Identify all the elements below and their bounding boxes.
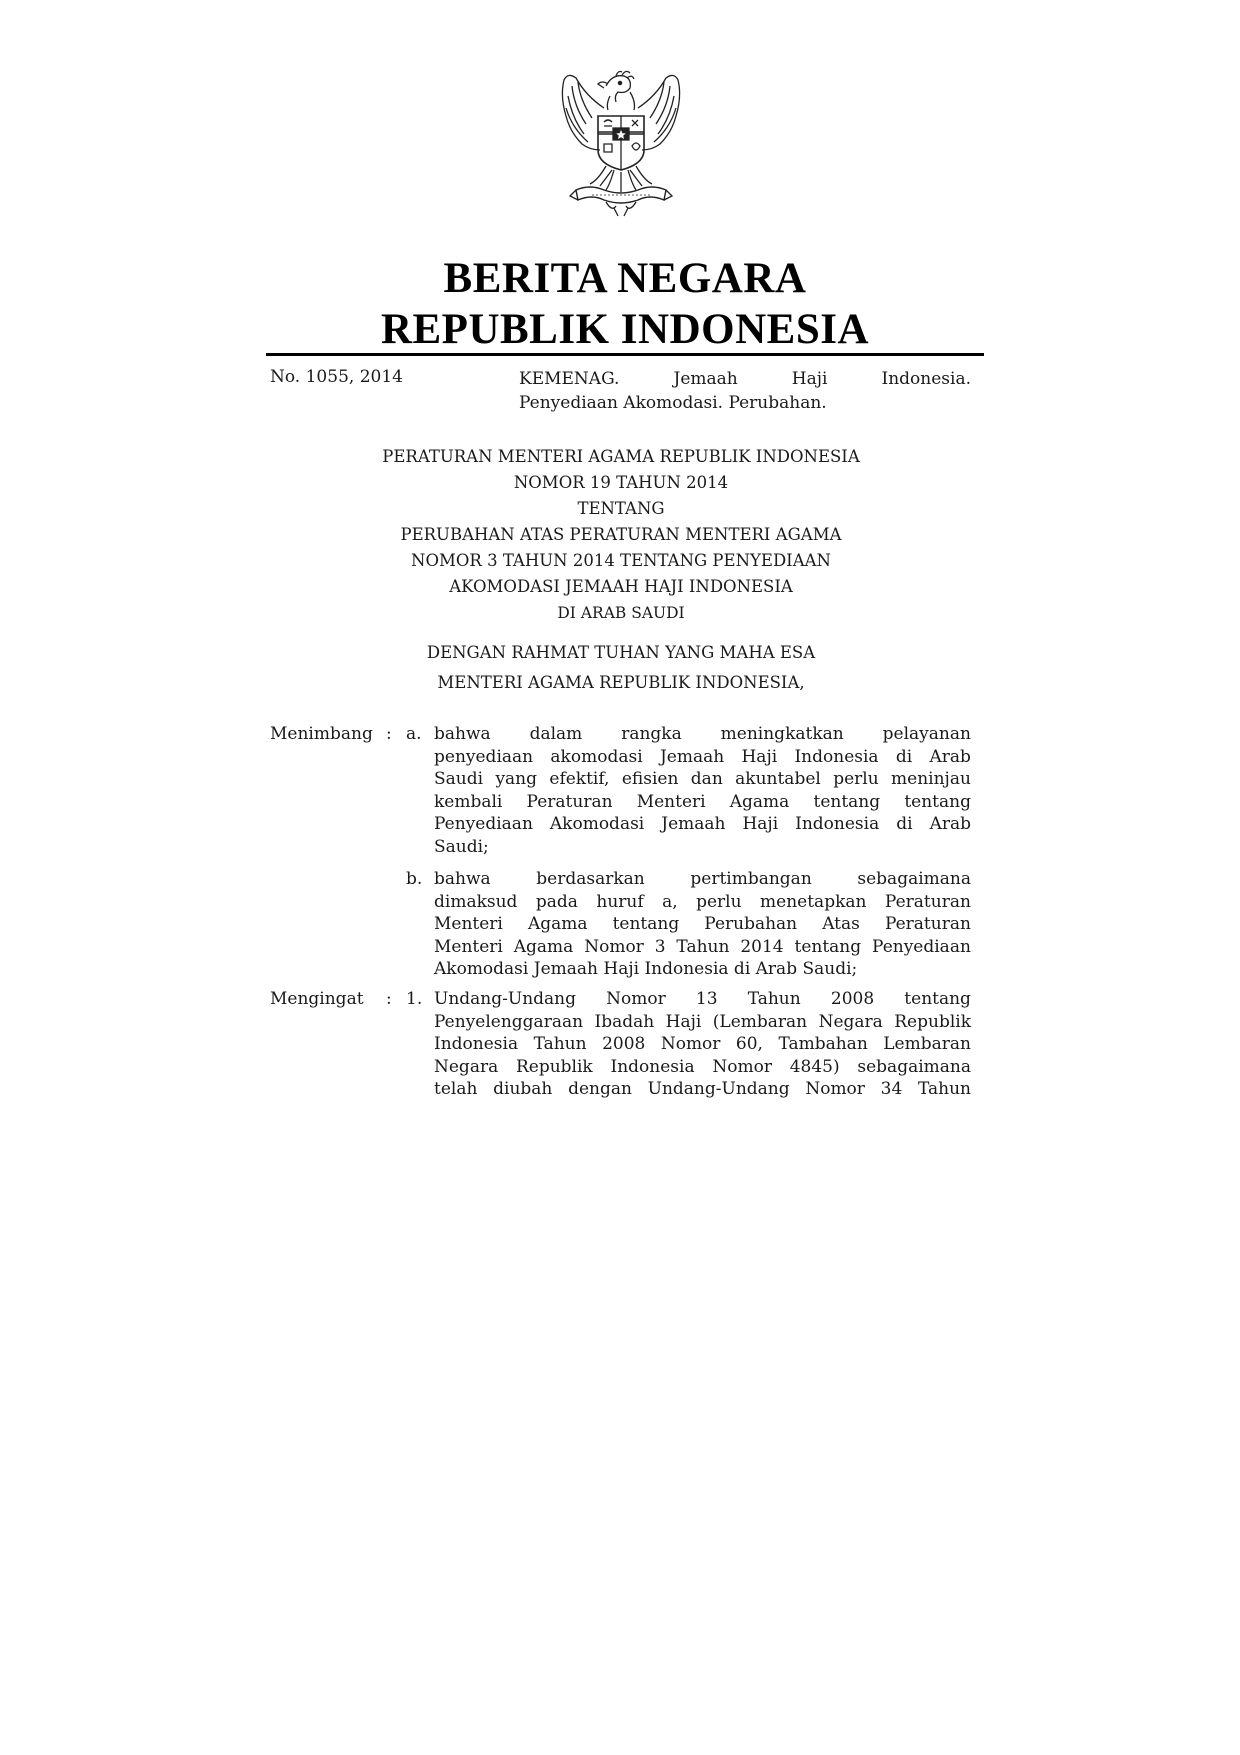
word: Penyediaan xyxy=(872,936,971,957)
text-line-last: Akomodasi Jemaah Haji Indonesia di Arab Saudi; xyxy=(434,959,858,979)
word: Tahun xyxy=(917,1079,971,1099)
word: rangka xyxy=(621,724,682,744)
word: Saudi xyxy=(434,769,484,789)
text-line xyxy=(434,746,971,769)
word: diubah xyxy=(493,1079,553,1099)
word: Ibadah xyxy=(594,1011,655,1032)
word: Nomor xyxy=(712,1056,772,1077)
word: pertimbangan xyxy=(690,869,812,889)
word: Republik xyxy=(894,1011,971,1032)
item-marker-1: 1. xyxy=(406,989,423,1009)
word: Menteri xyxy=(434,914,503,934)
word: berdasarkan xyxy=(536,869,645,889)
word: tentang xyxy=(904,989,971,1009)
subject-word: KEMENAG. xyxy=(519,369,620,389)
subject-word: Indonesia. xyxy=(881,369,971,389)
text-line xyxy=(434,988,971,1011)
text-line xyxy=(434,913,971,936)
word: dan xyxy=(690,769,723,789)
word: 2008 xyxy=(830,989,875,1009)
word: di xyxy=(896,814,913,834)
word: Negara xyxy=(434,1056,499,1077)
word: Haji xyxy=(742,814,779,834)
word: Indonesia xyxy=(794,746,879,767)
word: Republik xyxy=(515,1056,593,1077)
word: (Lembaran xyxy=(712,1011,808,1032)
word: huruf xyxy=(596,891,644,912)
gazette-number: No. 1055, 2014 xyxy=(270,367,403,387)
word: Menteri xyxy=(434,936,503,957)
text-line xyxy=(434,768,971,791)
word: 4845) xyxy=(789,1056,840,1077)
word: Peraturan xyxy=(884,914,971,934)
word: Tahun xyxy=(533,1034,587,1054)
section-label-menimbang: Menimbang xyxy=(270,724,373,744)
text-line xyxy=(434,1056,971,1079)
word: Lembaran xyxy=(883,1034,971,1054)
word: Nomor xyxy=(606,989,666,1009)
word: 2014 xyxy=(740,936,784,957)
text-line-last: Saudi; xyxy=(434,836,489,857)
subject-word: Jemaah xyxy=(673,369,738,389)
text-line xyxy=(434,1011,971,1034)
word: dalam xyxy=(529,724,583,744)
word: akuntabel xyxy=(735,769,821,789)
word: perlu xyxy=(696,891,742,912)
word: 2008 xyxy=(602,1034,646,1054)
word: Arab xyxy=(929,746,971,767)
word: Agama xyxy=(729,791,790,812)
word: Agama xyxy=(527,914,588,934)
word: bahwa xyxy=(434,724,491,744)
gazette-subject-line-1 xyxy=(519,367,971,391)
section-colon: : xyxy=(386,989,392,1009)
regulation-title-line: PERATURAN MENTERI AGAMA REPUBLIK INDONESIA xyxy=(382,447,860,466)
word: a, xyxy=(662,891,678,912)
section-label-mengingat: Mengingat xyxy=(270,989,364,1009)
garuda-pancasila-emblem xyxy=(546,66,696,222)
masthead-title-line-2: REPUBLIK INDONESIA xyxy=(380,306,870,353)
word: tentang xyxy=(794,936,862,957)
text-line xyxy=(434,791,971,814)
word: Penyelenggaraan xyxy=(434,1011,584,1032)
word: meningkatkan xyxy=(720,724,844,744)
word: Tahun xyxy=(676,936,730,957)
clause-marker-a: a. xyxy=(406,724,422,744)
word: yang xyxy=(495,769,538,789)
word: bahwa xyxy=(434,869,491,889)
word: Haji xyxy=(665,1011,702,1032)
clause-marker-b: b. xyxy=(406,869,423,889)
word: menetapkan xyxy=(760,891,867,912)
word: meninjau xyxy=(891,769,971,789)
word: tentang xyxy=(904,791,971,812)
regulation-number: NOMOR 19 TAHUN 2014 xyxy=(513,473,729,492)
word: Tahun xyxy=(747,989,801,1009)
regulation-subject-line: DI ARAB SAUDI xyxy=(557,604,685,622)
regulation-subject-line: AKOMODASI JEMAAH HAJI INDONESIA xyxy=(449,577,793,596)
word: Arab xyxy=(929,814,971,834)
gazette-subject-line-2: Penyediaan Akomodasi. Perubahan. xyxy=(519,393,827,413)
regulation-tentang: TENTANG xyxy=(577,499,665,518)
word: Atas xyxy=(822,914,860,934)
gazette-subject xyxy=(519,367,971,415)
text-line xyxy=(434,1078,971,1101)
word: penyediaan xyxy=(434,746,534,767)
word: Nomor xyxy=(584,936,644,957)
word: tentang xyxy=(813,791,881,812)
text-line xyxy=(434,891,971,914)
word: Indonesia xyxy=(434,1034,519,1054)
word: Undang-Undang xyxy=(647,1079,790,1099)
word: 34 xyxy=(880,1079,903,1099)
word: perlu xyxy=(833,769,879,789)
text-line xyxy=(434,936,971,959)
word: dengan xyxy=(568,1079,632,1099)
word: Perubahan xyxy=(704,914,798,934)
text-line xyxy=(434,813,971,836)
word: efektif, xyxy=(549,769,610,789)
masthead-title-line-1: BERITA NEGARA xyxy=(443,255,807,302)
clause-b-text xyxy=(434,868,971,981)
word: tentang xyxy=(612,914,680,934)
word: Menteri xyxy=(636,791,706,812)
word: akomodasi xyxy=(550,746,643,767)
word: Haji xyxy=(741,746,778,767)
word: Negara xyxy=(818,1011,883,1032)
word: kembali xyxy=(434,791,503,812)
word: Akomodasi xyxy=(549,814,645,834)
word: di xyxy=(895,746,913,767)
word: sebagaimana xyxy=(857,869,971,889)
section-colon: : xyxy=(386,724,392,744)
text-line xyxy=(434,868,971,891)
word: Penyediaan xyxy=(434,814,533,834)
text-line xyxy=(434,1033,971,1056)
word: sebagaimana xyxy=(857,1056,971,1077)
word: Agama xyxy=(513,936,574,957)
word: Nomor xyxy=(805,1079,865,1099)
word: Peraturan xyxy=(526,791,613,812)
word: telah xyxy=(434,1079,478,1099)
word: Jemaah xyxy=(661,814,726,834)
item-1-text xyxy=(434,988,971,1101)
regulation-subject-line: NOMOR 3 TAHUN 2014 TENTANG PENYEDIAAN xyxy=(411,551,831,570)
word: 3 xyxy=(654,936,666,957)
word: 13 xyxy=(695,989,718,1009)
word: Tambahan xyxy=(778,1034,868,1054)
word: 60, xyxy=(735,1034,763,1054)
regulation-subject-line: PERUBAHAN ATAS PERATURAN MENTERI AGAMA xyxy=(400,525,842,544)
masthead-divider xyxy=(266,353,984,356)
issuing-authority: MENTERI AGAMA REPUBLIK INDONESIA, xyxy=(437,673,805,692)
word: Indonesia xyxy=(795,814,880,834)
word: pada xyxy=(535,891,578,912)
word: Indonesia xyxy=(610,1056,695,1077)
word: Peraturan xyxy=(884,891,971,912)
word: pelayanan xyxy=(882,724,971,744)
word: dimaksud xyxy=(434,891,518,912)
word: Undang-Undang xyxy=(434,989,576,1009)
invocation: DENGAN RAHMAT TUHAN YANG MAHA ESA xyxy=(426,643,816,662)
word: efisien xyxy=(621,769,679,789)
clause-a-text xyxy=(434,723,971,858)
text-line xyxy=(434,723,971,746)
word: Nomor xyxy=(660,1034,721,1054)
subject-word: Haji xyxy=(791,369,828,389)
word: Jemaah xyxy=(659,746,725,767)
